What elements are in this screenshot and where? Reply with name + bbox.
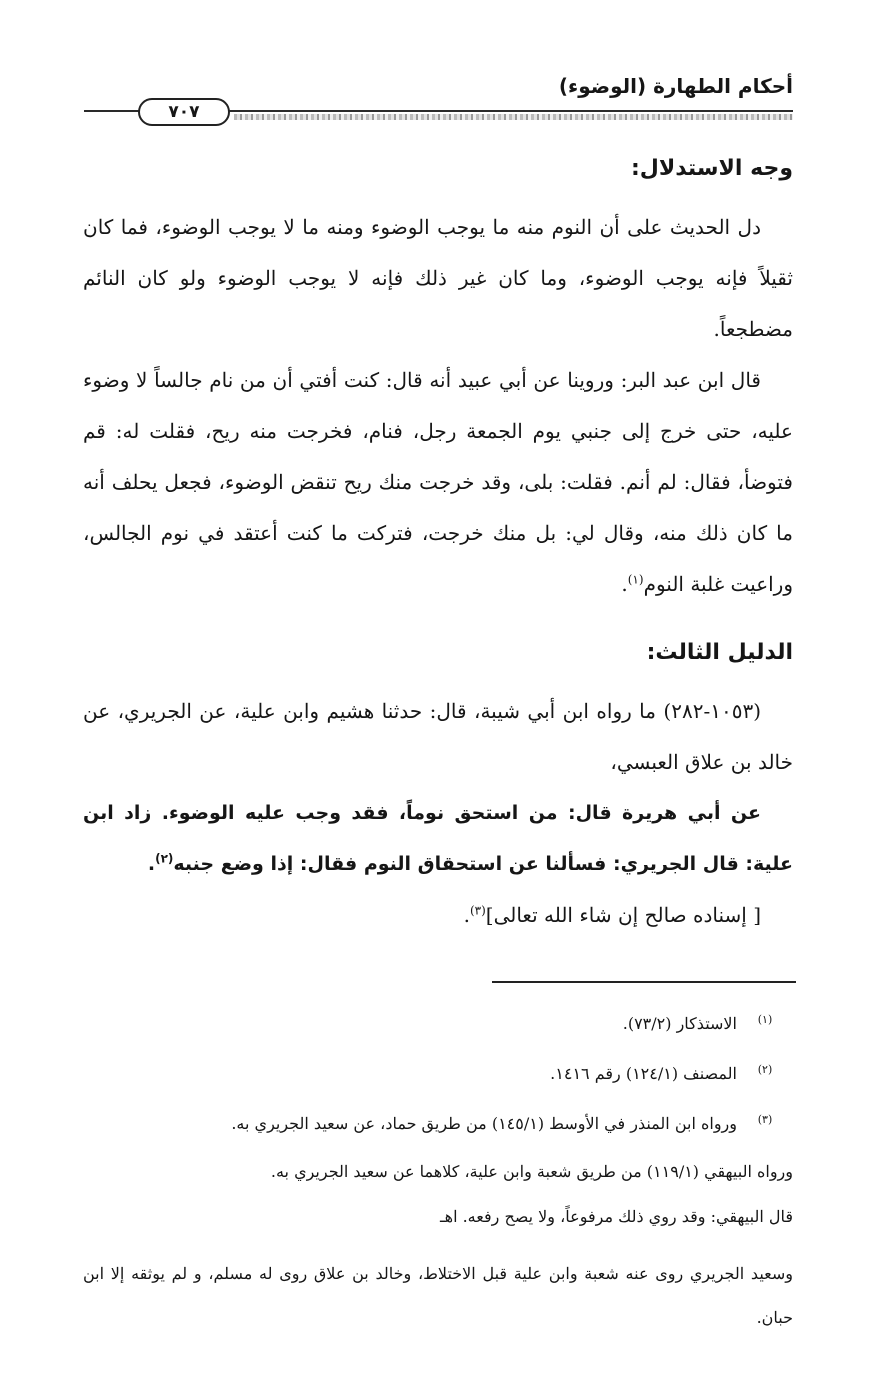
footnote-text: ورواه ابن المنذر في الأوسط (١٤٥/١) من طريق حماد، عن سعيد الجريري به. — [231, 1114, 737, 1133]
footnote-text: المصنف (١٢٤/١) رقم ١٤١٦. — [550, 1064, 737, 1083]
hadith-isnad — [83, 686, 793, 788]
footnote-3-continuation: قال البيهقي: وقد روي ذلك مرفوعاً، ولا يصح رفعه. اهـ — [439, 1207, 793, 1226]
paragraph-text: دل الحديث على أن النوم منه ما يوجب الوضوء ومنه ما لا يوجب الوضوء، فما كان ثقيلاً فإنه يوجب الوضوء، وما كان غير ذلك فإنه لا يوجب الوضوء ولو كان النائم مضطجعاً. — [83, 215, 793, 341]
grading-text: [ إسناده صالح إن شاء الله تعالى] — [485, 903, 761, 927]
header-rule-shading — [234, 114, 793, 120]
footnote-text: الاستذكار (٧٣/٢). — [622, 1014, 737, 1033]
footnote-separator — [492, 981, 796, 983]
paragraph-reasoning — [83, 202, 793, 355]
isnad-text: (١٠٥٣-٢٨٢) ما رواه ابن أبي شيبة، قال: حدثنا هشيم وابن علية، عن الجريري، عن خالد بن علاق العبسي، — [83, 699, 793, 774]
footnote-3: (٣)ورواه ابن المنذر في الأوسط (١٤٥/١) من طريق حماد، عن سعيد الجريري به. — [231, 1112, 773, 1133]
footnote-3-continuation: ورواه البيهقي (١١٩/١) من طريق شعبة وابن علية، كلاهما عن سعيد الجريري به. — [270, 1162, 793, 1181]
footnote-ref-1[interactable]: (١) — [627, 572, 644, 587]
page-number: ٧٠٧ — [138, 98, 230, 126]
header-rule — [84, 98, 793, 124]
paragraph-ibn-abd-al-barr: قال ابن عبد البر: وروينا عن أبي عبيد أنه قال: كنت أفتي أن من نام جالساً لا وضوء عليه، حتى خرج إلى جنبي يوم الجمعة رجل، فنام، فخرجت منه ريح، فقلت له: قم فتوضأ، فقال: لم أنم. فقلت: بلى، وقد خرجت منك ريح تنقض الوضوء، فجعل يحلف أنه ما كان ذلك منه، وقال لي: بل منك خرجت، فتركت ما كنت أعتقد في نوم الجالس، وراعيت غلبة النوم$^{(١)}$. — [83, 368, 793, 596]
footnote-ref-3[interactable]: (٣) — [469, 903, 486, 918]
hadith-matn: عن أبي هريرة قال: من استحق نوماً، فقد وجب عليه الوضوء. زاد ابن علية: قال الجريري: فسألنا عن استحقاق النوم فقال: إذا وضع جنبه$^{(٢)}$. — [83, 802, 793, 875]
section-heading-third-evidence: الدليل الثالث: — [646, 640, 793, 665]
hadith-grading: [ إسناده صالح إن شاء الله تعالى]$^{(٣)}$. — [463, 903, 761, 927]
footnote-3-continuation: وسعيد الجريري روى عنه شعبة وابن علية قبل الاختلاط، وخالد بن علاق روى له مسلم، و لم يوثقه إلا ابن حبان. — [83, 1264, 793, 1327]
section-heading-reasoning: وجه الاستدلال: — [630, 156, 793, 181]
footnote-2: (٢)المصنف (١٢٤/١) رقم ١٤١٦. — [550, 1062, 773, 1083]
matn-text: عن أبي هريرة قال: من استحق نوماً، فقد وجب عليه الوضوء. زاد ابن علية: قال الجريري: فسألنا عن استحقاق النوم فقال: إذا وضع جنبه — [83, 802, 793, 875]
footnote-ref-2[interactable]: (٢) — [155, 851, 174, 866]
footnote-1: (١)الاستذكار (٧٣/٢). — [622, 1012, 773, 1033]
running-header: أحكام الطهارة (الوضوء) — [558, 74, 793, 98]
paragraph-text: قال ابن عبد البر: وروينا عن أبي عبيد أنه قال: كنت أفتي أن من نام جالساً لا وضوء عليه، حتى خرج إلى جنبي يوم الجمعة رجل، فنام، فخرجت منه ريح، فقلت له: قم فتوضأ، فقال: لم أنم. فقلت: بلى، وقد خرجت منك ريح تنقض الوضوء، فجعل يحلف أنه ما كان ذلك منه، وقال لي: بل منك خرجت، فتركت ما كنت أعتقد في نوم الجالس، وراعيت غلبة النوم — [83, 368, 793, 596]
